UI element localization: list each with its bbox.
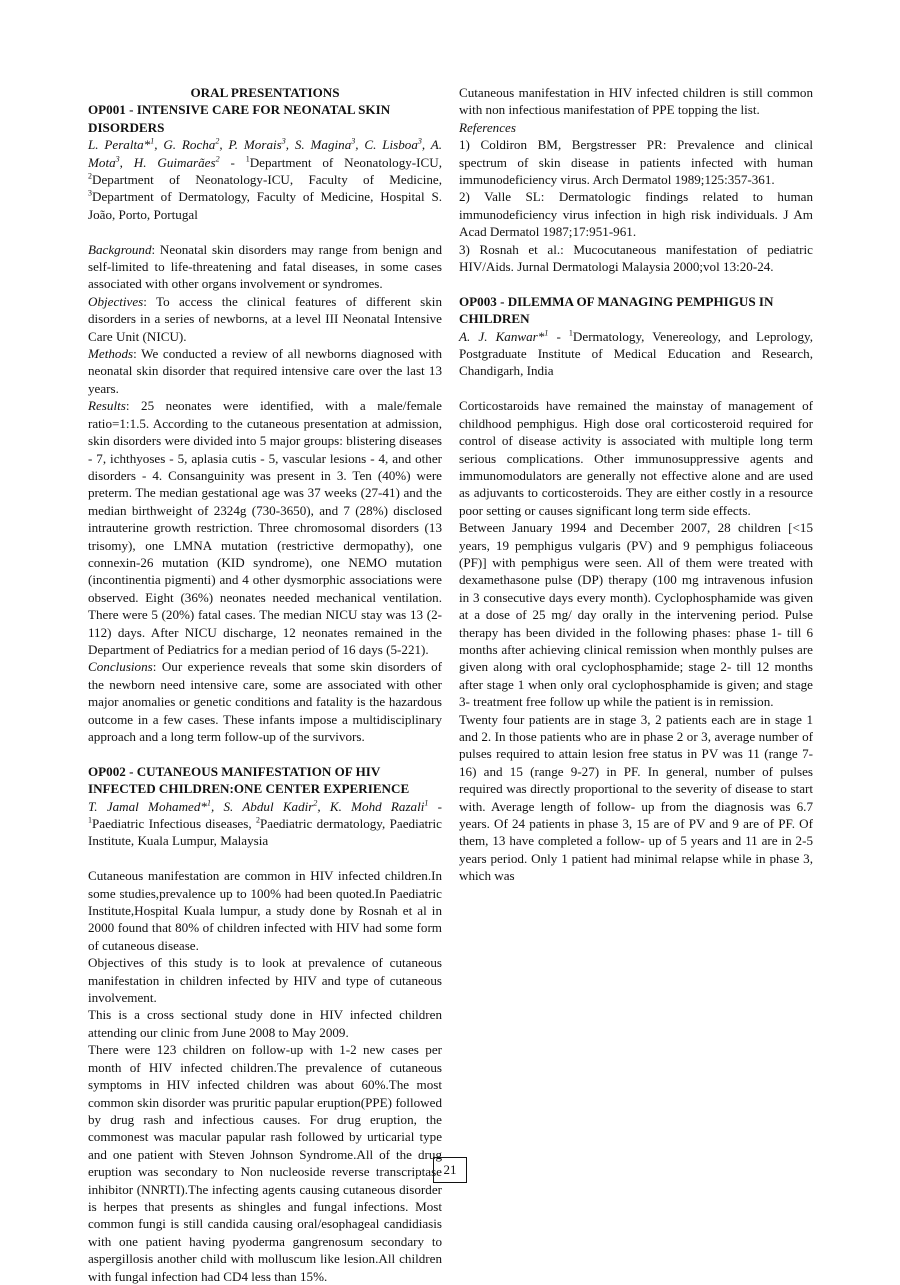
op001-affiliation: - $^1$Department of Neonatology-ICU, $^2$Department of Neonatology-ICU, Faculty of Medicine, $^3$Department of Dermatology, Faculty of Medicine, Hospital S. João, Porto, Portugal [88,154,442,222]
op002-reference-1: 1) Coldiron BM, Bergstresser PR: Prevalence and clinical spectrum of skin disease in patients infected with human immunodeficiency virus. Arch Dermatol 1989;125:357-361. [459,137,813,188]
op001-byline [88,136,442,223]
op001-conclusions: Conclusions: Our experience reveals that some skin disorders of the newborn need intensive care, some are associated with other major anomalies or genetic conditions and fatality is the hazardous outcome in a few cases. These infants impose a multidisciplinary approach and a long term follow-up of the survivors. [88,659,442,745]
left-column [88,84,442,1285]
op002-reference-2: 2) Valle SL: Dermatologic findings related to human immunodeficiency virus infection in high risk individuals. J Am Acad Dermatol 1987;17:951-961. [459,189,813,240]
op002-paragraph-2: Objectives of this study is to look at prevalence of cutaneous manifestation in children infected by HIV and type of cutaneous involvement. [88,955,442,1006]
op002-paragraph-1: Cutaneous manifestation are common in HIV infected children.In some studies,prevalence up to 100% had been quoted.In Paediatric Institute,Hospital Kuala lumpur, a study done by Rosnah et al in 2000 found that 80% of children infected with HIV had some form of cutaneous disease. [88,868,442,953]
op002-paragraph-3: This is a cross sectional study done in HIV infected children attending our clinic from June 2008 to May 2009. [88,1007,442,1040]
op001-results: Results: 25 neonates were identified, with a male/female ratio=1:1.5. According to the cutaneous presentation at admission, skin disorders were divided into 5 major groups: blistering diseases - 7, ichthyoses - 5, aplasia cutis - 5, vascular lesions - 4, and other disorders - 4. Consanguinity was present in 3. Ten (40%) were preterm. The median gestational age was 37 weeks (27-41) and the median birthweight of 2324g (730-3650), and 7 (28%) disclosed intrauterine growth restriction. Three chromosomal disorders (13 trisomy), one LMNA mutation (restrictive dermopathy), one connexin-26 mutation (KID syndrome), one NEMO mutation (incontinentia pigmenti) and 4 other dysmorphic associations were observed. Eight (36%) neonates needed mechanical ventilation. There were 5 (20%) fatal cases. The median NICU stay was 13 (2-112) days. After NICU discharge, 12 neonates remained in the Department of Pediatrics for a median period of 16 days (5-221). [88,398,442,657]
op002-authors: T. Jamal Mohamed*$^1$, S. Abdul Kadir$^2$, K. Mohd Razali$^1$ [88,798,429,814]
op003-affiliation: - $^1$Dermatology, Venereology, and Leprology, Postgraduate Institute of Medical Education and Research, Chandigarh, India [459,328,813,379]
op003-title: OP003 - DILEMMA OF MANAGING PEMPHIGUS IN CHILDREN [459,293,774,327]
op001-objectives: Objectives: To access the clinical features of different skin disorders in a series of newborns, at a level III Neonatal Intensive Care Unit (NICU). [88,293,442,344]
op002-byline [88,798,442,850]
op002-references-label: References [459,119,516,135]
op003-authors: A. J. Kanwar*$^1$ [459,328,549,344]
op001-authors: L. Peralta*$^1$, G. Rocha$^2$, P. Morais$^3$, S. Magina$^3$, C. Lisboa$^3$, A. Mota$^3$, H. Guimarães$^2$ [88,136,443,170]
op003-paragraph-3: Twenty four patients are in stage 3, 2 patients each are in stage 1 and 2. In those patients who are in phase 2 or 3, average number of pulses required to attain lesion free status in PV was 11 (range 7- 16) and 15 (range 9-27) in PF. In general, number of pulses required was directly proportional to the severity of disease to start with. Average length of follow- up from the diagnosis was 6.7 years. Of 24 patients in phase 3, 15 are of PV and 9 are of PF. Of them, 13 have completed a follow- up of 5 years and 11 are in 2-5 years period. Only 1 patient had minimal relapse while in phase 3, which was [459,711,813,884]
page-number: 21 [433,1157,467,1183]
op002-paragraph-5: Cutaneous manifestation in HIV infected children is still common with non infectious manifestation of PPE topping the list. [459,85,813,118]
section-heading: ORAL PRESENTATIONS [190,85,340,100]
op001-methods: Methods: We conducted a review of all newborns diagnosed with neonatal skin disorder that required intensive care over the last 13 years. [88,346,442,396]
op003-byline [459,328,813,380]
op002-reference-3: 3) Rosnah et al.: Mucocutaneous manifestation of pediatric HIV/Aids. Jurnal Dermatologi Malaysia 2000;vol 13:20-24. [459,241,813,275]
op002-paragraph-4: There were 123 children on follow-up with 1-2 new cases per month of HIV infected children.The prevalence of cutaneous symptoms in HIV infected children was about 60%.The most common skin disorder was pruritic papular eruption(PPE) followed by drug rash and infectious causes. For drug eruption, the commonest was macular papular rash followed by urticarial type and one patient with Steven Johnson Syndrome.All of the drug eruption was secondary to Non nucleoside reverse transcriptase inhibitor (NNRTI).The infecting agents causing cutaneous disorder is herpes that presents as shingles and fungal infections. Most common fungi is still candida causing oral/esophageal candidiasis with one patient having pyoderma gangrenosum secondary to aspergillosis another child with molluscum like lesion.All children with fungal infection had CD4 less than 15%. [88,1042,442,1284]
op001-title: OP001 - INTENSIVE CARE FOR NEONATAL SKIN DISORDERS [88,102,391,135]
op003-paragraph-2: Between January 1994 and December 2007, 28 children [<15 years, 19 pemphigus vulgaris (PV) and 9 pemphigus foliaceous (PF)] with pemphigus were seen. All of them were treated with dexamethasone pulse (DP) therapy (100 mg intravenous infusion in 3 consecutive days every month). Cyclophosphamide was given at a dose of 25 mg/ day orally in the intervening period. Pulse therapy has been divided in the following phases: phase 1- till 6 months after achieving clinical remission when monthly pulses are given along with oral cyclophosphamide; stage 2- till 12 months after stage 1 when only oral cyclophosphamide is given; and stage 3- treatment free follow up while the patient is in remission. [459,520,813,710]
op003-paragraph-1: Corticostaroids have remained the mainstay of management of childhood pemphigus. High dose oral corticosteroid required for control of disease activity is associated with multiple long term serious complications. Other immunosuppressive agents and immunomodulators are generally not effective alone and are used as adjuvants to corticosteroids. They are either costly in a resource poor setting or causes significant long term side effects. [459,398,813,518]
op001-background: Background: Neonatal skin disorders may range from benign and self-limited to life-threatening and fatal diseases, in some cases associated with other organs involvement or syndromes. [88,241,442,292]
right-column [459,84,813,885]
op002-title: OP002 - CUTANEOUS MANIFESTATION OF HIV INFECTED CHILDREN:ONE CENTER EXPERIENCE [88,763,410,797]
op002-affiliation: - $^1$Paediatric Infectious diseases, $^2$Paediatric dermatology, Paediatric Institute, Kuala Lumpur, Malaysia [88,798,442,849]
